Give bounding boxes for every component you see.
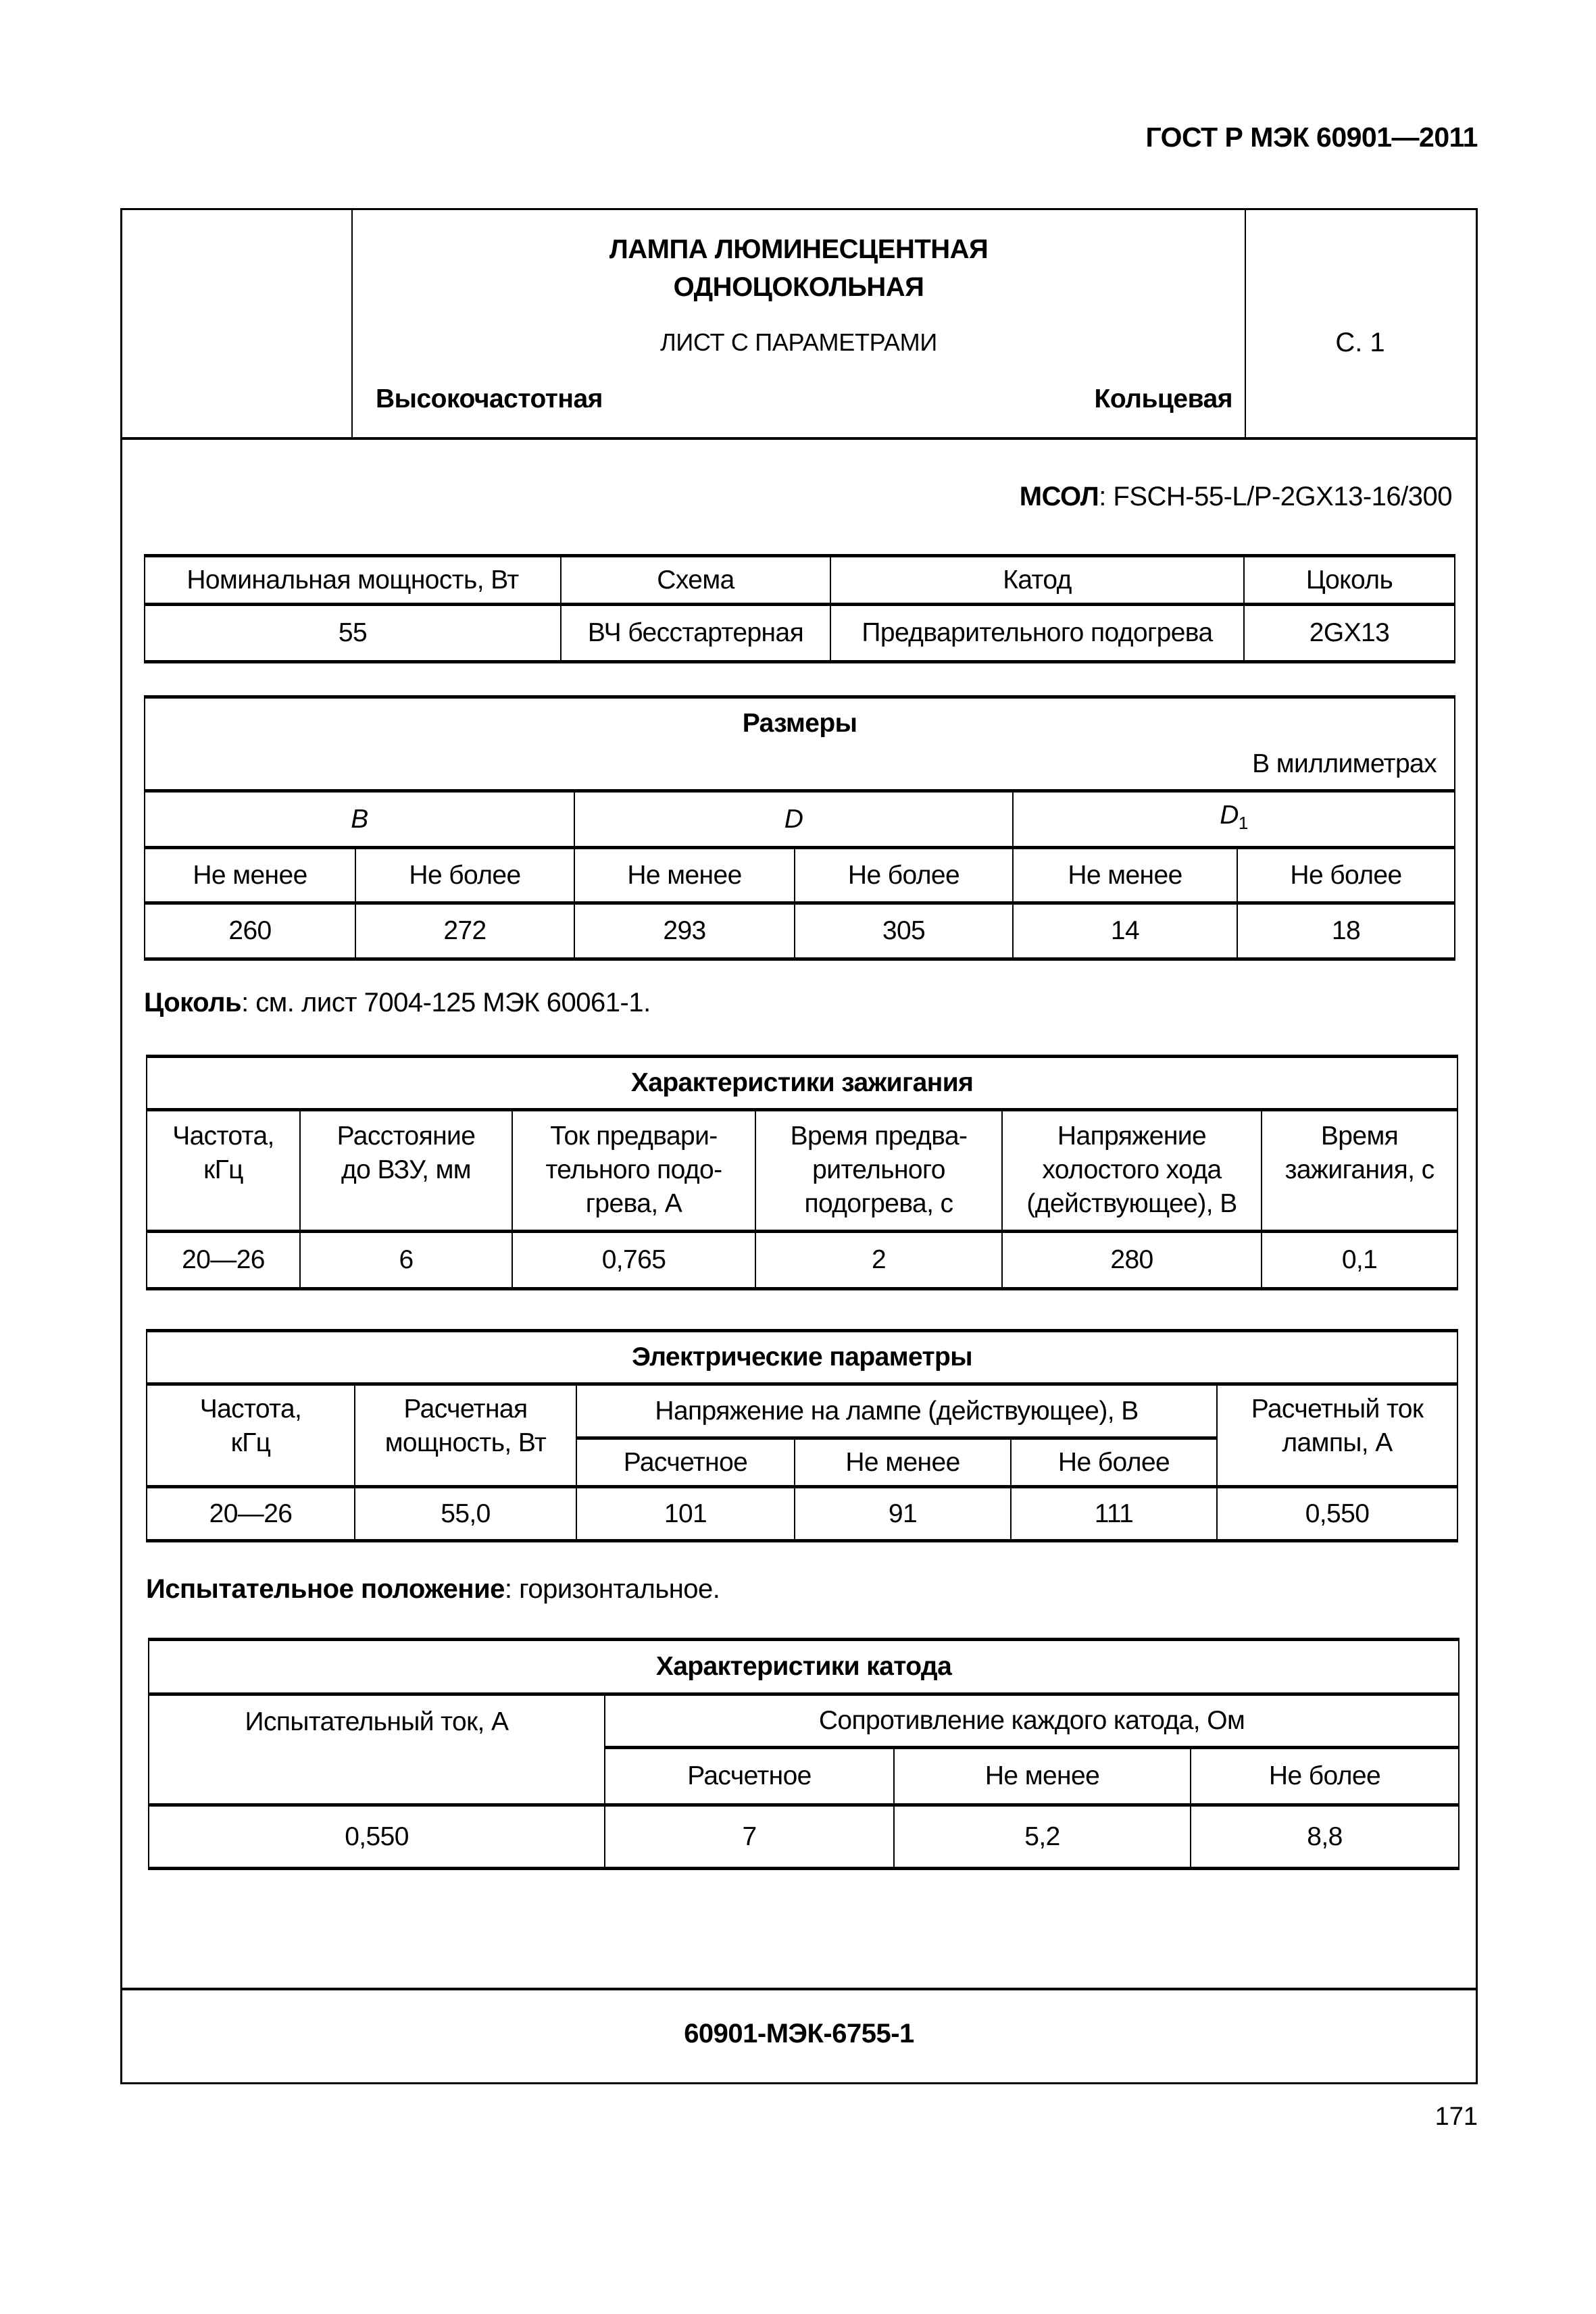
value-cell: 55,0 (355, 1487, 576, 1541)
general-table (144, 554, 1455, 663)
value-cell: 0,1 (1262, 1232, 1457, 1289)
resistance-group-header: Сопротивление каждого катода, Ом (605, 1694, 1459, 1748)
value-cell: 8,8 (1191, 1805, 1459, 1869)
page-number: 171 (1435, 2103, 1478, 2131)
header-cell: Расчетная мощность, Вт (355, 1384, 576, 1487)
sheet-code: 60901-МЭК-6755-1 (684, 2019, 914, 2048)
title-line-2: ОДНОЦОКОЛЬНАЯ (673, 272, 924, 302)
header-cell: Напряжение холостого хода (действующее), В (1002, 1110, 1262, 1232)
subheader-cell: Не менее (145, 848, 355, 903)
electrical-caption: Электрические параметры (147, 1331, 1457, 1384)
value-cell: 0,765 (512, 1232, 755, 1289)
header-cell: Время зажигания, с (1262, 1110, 1457, 1232)
dimensions-caption-cell (145, 697, 1455, 791)
dimension-symbol-d: D (574, 791, 1013, 848)
subheader-cell: Расчетное (605, 1748, 894, 1805)
electrical-table (146, 1329, 1458, 1542)
ignition-caption: Характеристики зажигания (147, 1057, 1457, 1110)
header-cell: Катод (830, 556, 1244, 605)
value-cell: ВЧ бесстартерная (561, 605, 830, 662)
value-cell: 20—26 (147, 1487, 355, 1541)
dimensions-caption: Размеры (742, 709, 857, 738)
value-cell: 14 (1013, 903, 1237, 959)
mcol-designation (1020, 482, 1452, 512)
document-code: ГОСТ Р МЭК 60901—2011 (1145, 122, 1478, 153)
cap-note-label: Цоколь (144, 988, 242, 1017)
value-cell: 7 (605, 1805, 894, 1869)
header-cell: Расстояние до ВЗУ, мм (300, 1110, 512, 1232)
value-cell: 20—26 (147, 1232, 300, 1289)
header-cell: Частота, кГц (147, 1384, 355, 1487)
cathode-table (148, 1638, 1460, 1870)
header-cell: Время предва- рительного подогрева, с (755, 1110, 1002, 1232)
value-cell: 0,550 (1217, 1487, 1457, 1541)
sheet-title (353, 230, 1245, 306)
subheader-cell: Не менее (1013, 848, 1237, 903)
header-cell: Испытательный ток, А (149, 1694, 605, 1805)
ignition-table (146, 1055, 1458, 1290)
value-cell: 5,2 (894, 1805, 1191, 1869)
lamp-type-shape: Кольцевая (1094, 384, 1232, 413)
header-cell: Частота, кГц (147, 1110, 300, 1232)
value-cell: 55 (145, 605, 561, 662)
header-cell: Схема (561, 556, 830, 605)
value-cell: 101 (576, 1487, 795, 1541)
subheader-cell: Расчетное (576, 1438, 795, 1487)
mcol-label: МСОЛ (1019, 482, 1099, 511)
header-cell: Цоколь (1244, 556, 1455, 605)
value-cell: 91 (795, 1487, 1011, 1541)
lamp-type-frequency: Высокочастотная (376, 384, 603, 413)
subheader-cell: Не более (795, 848, 1013, 903)
value-cell: 280 (1002, 1232, 1262, 1289)
subheader-cell: Не более (1237, 848, 1455, 903)
sheet-page-label: С. 1 (1335, 328, 1385, 357)
value-cell: Предварительного подогрева (830, 605, 1244, 662)
subheader-cell: Не менее (894, 1748, 1191, 1805)
value-cell: 2 (755, 1232, 1002, 1289)
header-right-cell (1245, 210, 1476, 437)
subheader-cell: Не более (1191, 1748, 1459, 1805)
value-cell: 2GX13 (1244, 605, 1455, 662)
cathode-caption: Характеристики катода (149, 1640, 1459, 1694)
dimension-symbol-b: B (145, 791, 574, 848)
test-position-text: : горизонтальное. (504, 1574, 720, 1604)
title-line-1: ЛАМПА ЛЮМИНЕСЦЕНТНАЯ (609, 234, 989, 264)
subheader-cell: Не более (1011, 1438, 1217, 1487)
value-cell: 260 (145, 903, 355, 959)
test-position-label: Испытательное положение (146, 1574, 505, 1604)
test-position-note (146, 1574, 720, 1605)
dimension-symbol-d1: $D_1$ (1013, 791, 1455, 848)
value-cell: 0,550 (149, 1805, 605, 1869)
voltage-group-header: Напряжение на лампе (действующее), В (576, 1384, 1217, 1438)
subheader-cell: Не менее (795, 1438, 1011, 1487)
value-cell: 18 (1237, 903, 1455, 959)
sheet-subtitle: ЛИСТ С ПАРАМЕТРАМИ (660, 328, 937, 356)
cap-note (144, 988, 651, 1018)
value-cell: 293 (574, 903, 795, 959)
sheet-footer (122, 1988, 1476, 2082)
value-cell: 6 (300, 1232, 512, 1289)
dimensions-units: В миллиметрах (1252, 749, 1437, 778)
dimensions-table (144, 695, 1455, 961)
cap-note-text: : см. лист 7004-125 МЭК 60061-1. (241, 988, 651, 1017)
mcol-value: : FSCH-55-L/P-2GX13-16/300 (1099, 482, 1452, 511)
header-cell: Ток предвари- тельного подо- грева, А (512, 1110, 755, 1232)
header-cell: Номинальная мощность, Вт (145, 556, 561, 605)
value-cell: 272 (355, 903, 574, 959)
value-cell: 305 (795, 903, 1013, 959)
subheader-cell: Не менее (574, 848, 795, 903)
header-cell: Расчетный ток лампы, А (1217, 1384, 1457, 1487)
header-left-cell (122, 210, 353, 437)
sheet-header (122, 210, 1476, 440)
subheader-cell: Не более (355, 848, 574, 903)
value-cell: 111 (1011, 1487, 1217, 1541)
